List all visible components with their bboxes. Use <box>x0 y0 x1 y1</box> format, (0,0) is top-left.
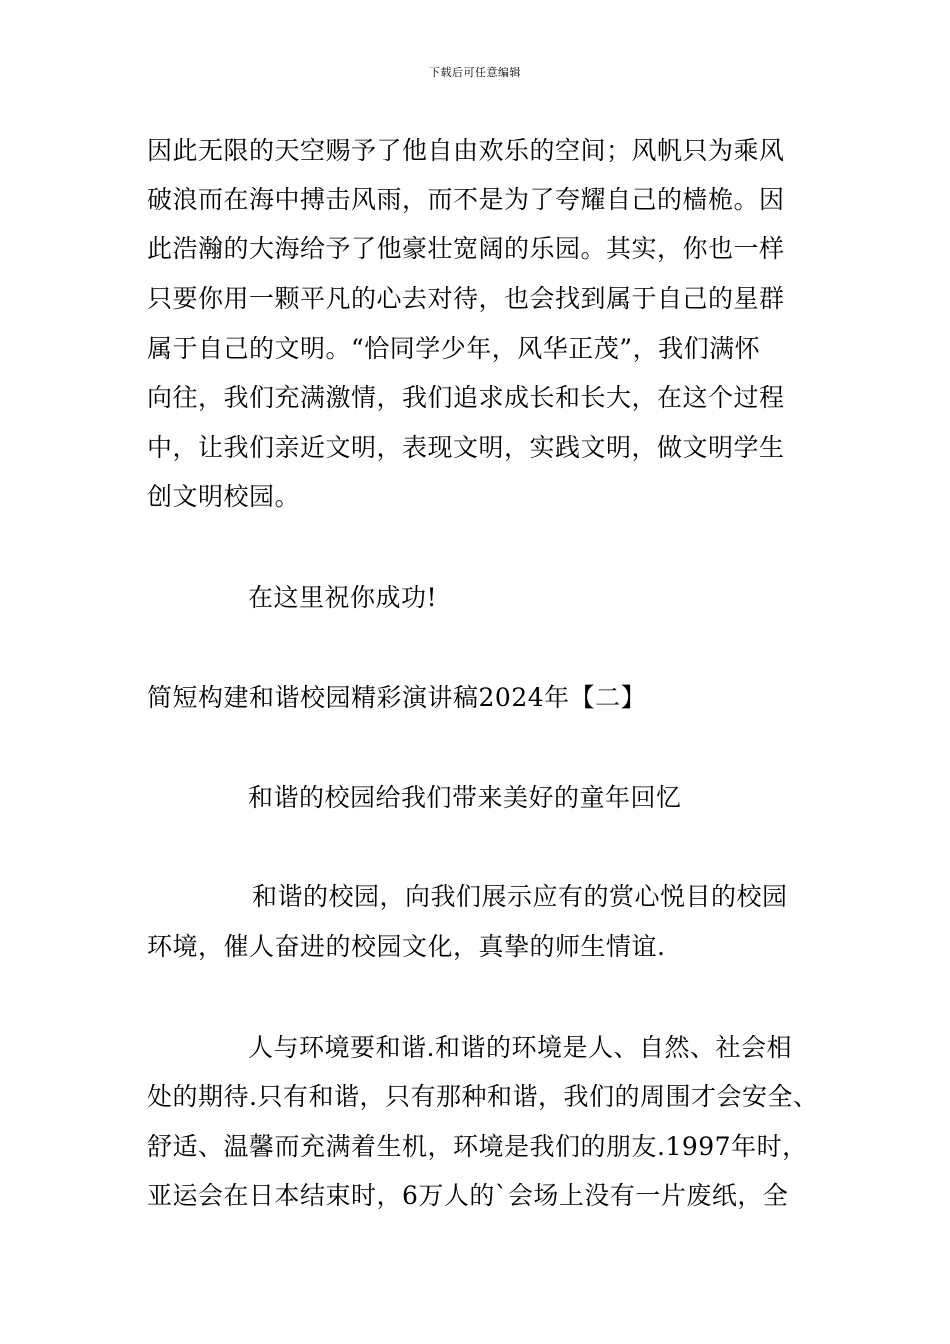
body-line-8: 创文明校园。 <box>147 482 301 511</box>
paragraph-1-line-1: 和谐的校园，向我们展示应有的赏心悦目的校园 <box>252 882 788 911</box>
body-line-4: 只要你用一颗平凡的心去对待，也会找到属于自己的星群 <box>147 284 785 313</box>
body-line-5: 属于自己的文明。“恰同学少年，风华正茂”，我们满怀 <box>147 334 761 363</box>
body-line-1: 因此无限的天空赐予了他自由欢乐的空间；风帆只为乘风 <box>147 136 785 165</box>
body-line-3: 此浩瀚的大海给予了他豪壮宽阔的乐园。其实，你也一样 <box>147 234 785 263</box>
body-line-7: 中，让我们亲近文明，表现文明，实践文明，做文明学生 <box>147 433 785 462</box>
paragraph-2-line-1: 人与环境要和谐.和谐的环境是人、自然、社会相 <box>248 1033 792 1062</box>
paragraph-2-line-2: 处的期待.只有和谐，只有那种和谐，我们的周围才会安全、 <box>147 1082 819 1111</box>
body-line-6: 向往，我们充满激情，我们追求成长和长大，在这个过程 <box>147 383 785 412</box>
closing-wish: 在这里祝你成功! <box>248 583 438 612</box>
paragraph-1-line-2: 环境，催人奋进的校园文化，真挚的师生情谊. <box>147 932 666 961</box>
page-header-note: 下载后可任意编辑 <box>429 66 521 79</box>
section-subtitle: 和谐的校园给我们带来美好的童年回忆 <box>248 783 682 812</box>
body-line-2: 破浪而在海中搏击风雨，而不是为了夸耀自己的樯桅。因 <box>147 185 785 214</box>
section-title: 简短构建和谐校园精彩演讲稿2024年【二】 <box>147 683 647 712</box>
paragraph-2-line-4: 亚运会在日本结束时，6万人的`会场上没有一片废纸，全 <box>147 1181 789 1210</box>
paragraph-2-line-3: 舒适、温馨而充满着生机，环境是我们的朋友.1997年时， <box>147 1132 808 1161</box>
